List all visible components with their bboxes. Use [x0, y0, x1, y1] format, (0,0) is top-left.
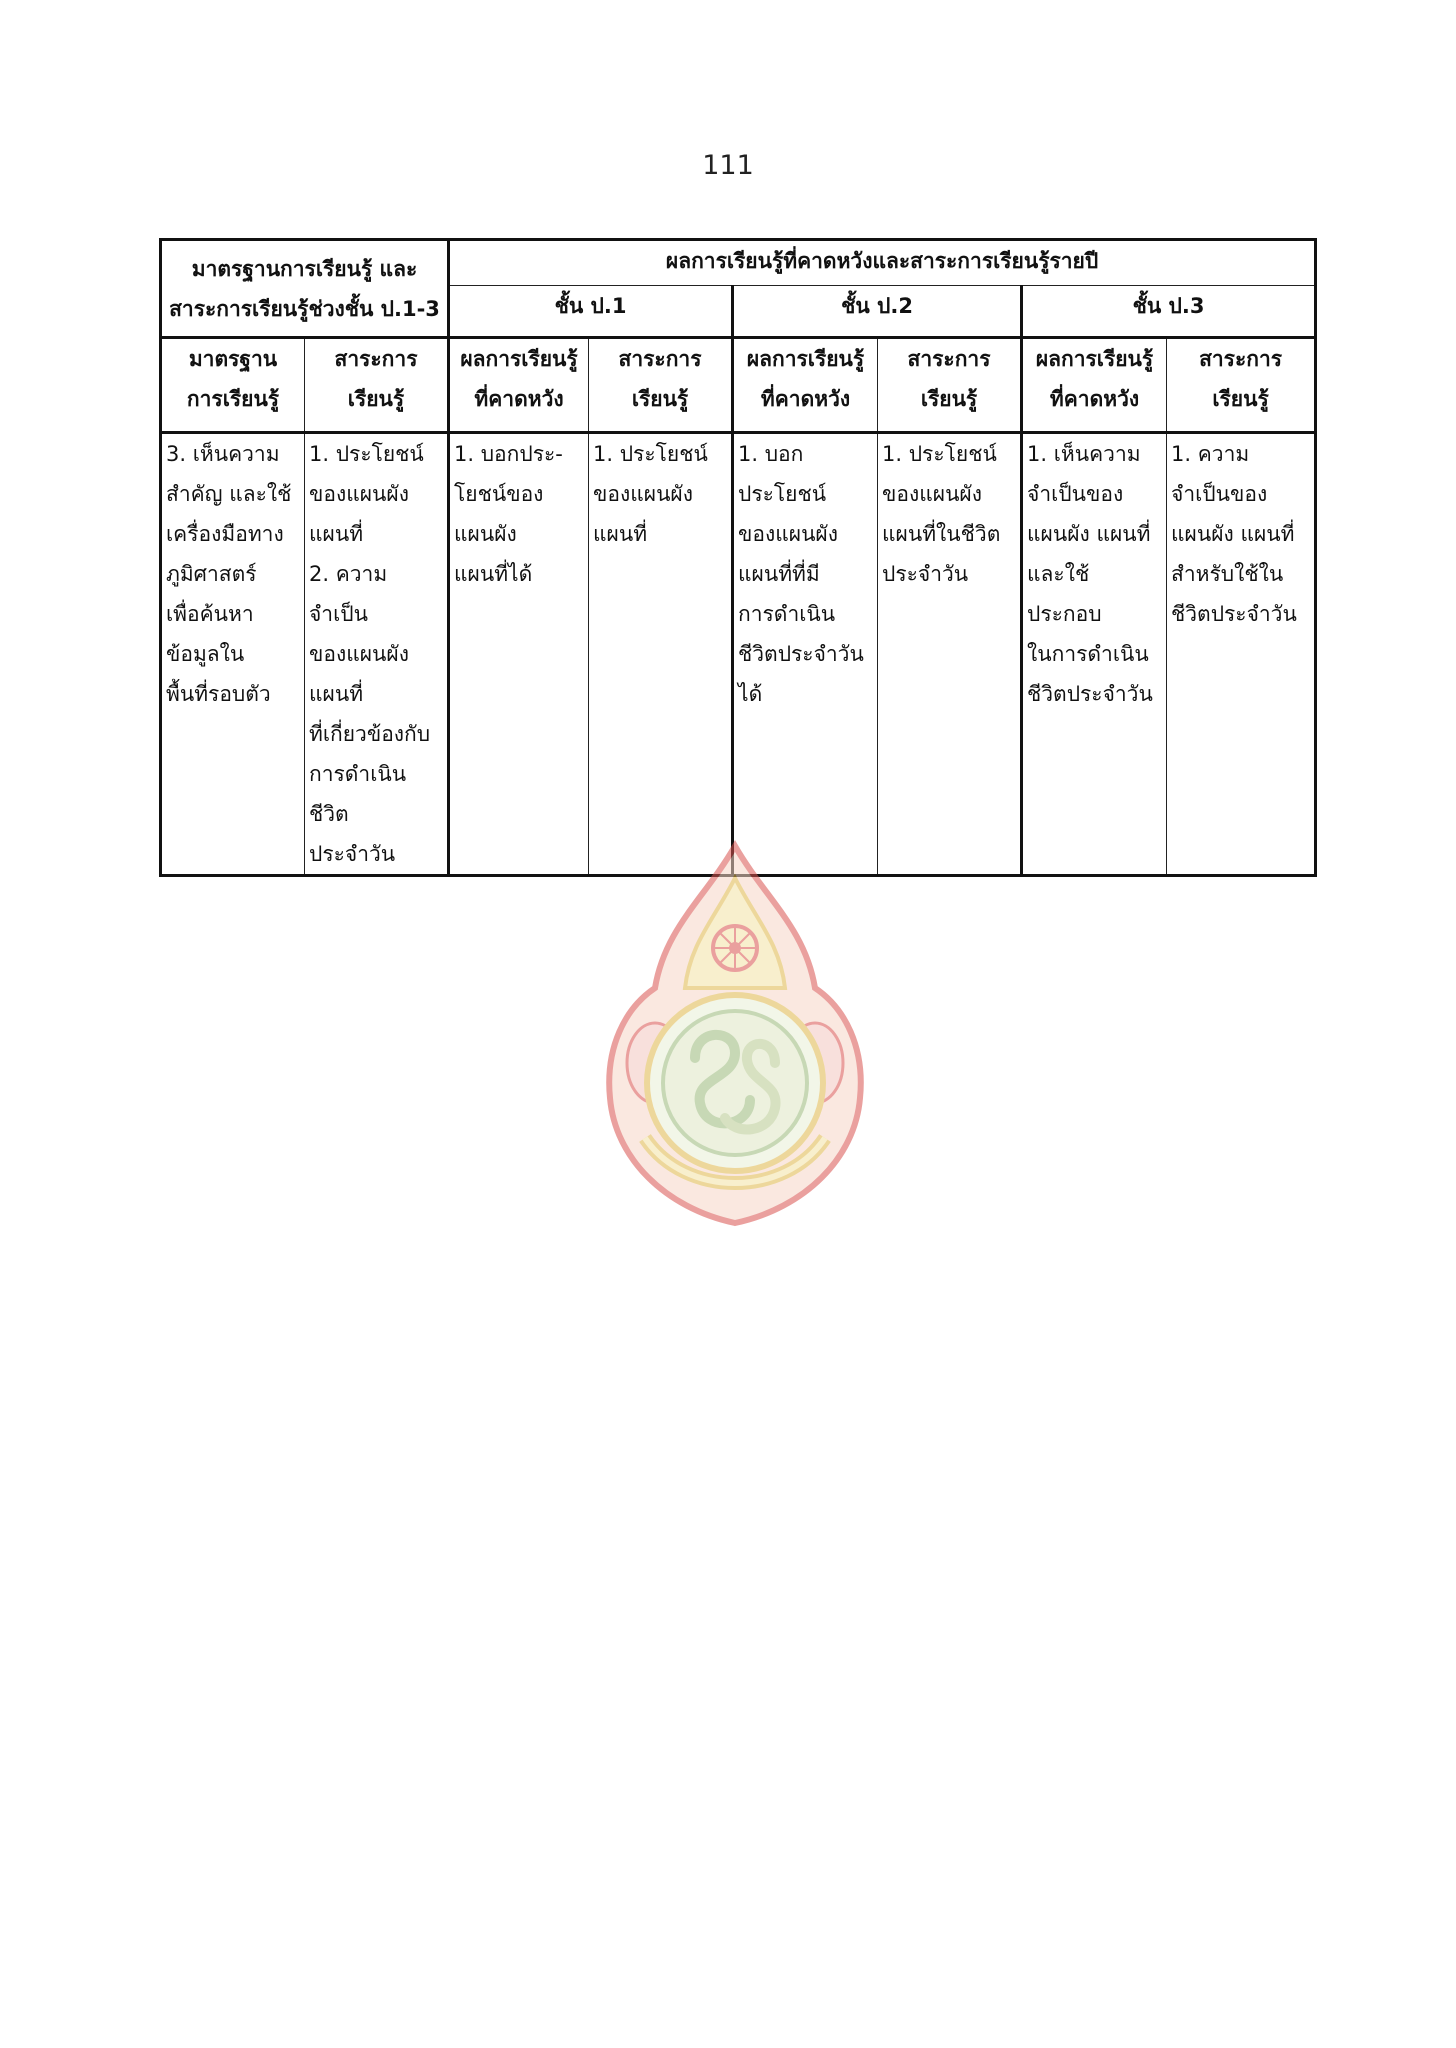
subheader-p2-content	[878, 338, 1022, 433]
header-standards-scope-text: มาตรฐานการเรียนรู้ และ สาระการเรียนรู้ช่วงชั้น ป.1-3	[169, 256, 440, 321]
subheader-p2-outcome-text: ผลการเรียนรู้ ที่คาดหวัง	[746, 347, 865, 411]
body-p1-content-text: 1. ประโยชน์ ของแผนผัง แผนที่	[593, 442, 708, 546]
grade-p2-header	[733, 286, 1022, 338]
subheader-p1-content-text: สาระการ เรียนรู้	[618, 347, 702, 411]
body-standard	[161, 433, 305, 876]
obec-emblem-icon	[585, 838, 885, 1228]
body-p2-content	[878, 433, 1022, 876]
body-p3-content-text: 1. ความ จำเป็นของ แผนผัง แผนที่ สำหรับใช้ใน ชีวิตประจำวัน	[1171, 442, 1297, 626]
page-number: 111	[702, 150, 754, 181]
body-p1-outcome	[449, 433, 589, 876]
body-p3-content	[1167, 433, 1316, 876]
grade-p1-header	[449, 286, 733, 338]
subheader-p2-content-text: สาระการ เรียนรู้	[907, 347, 991, 411]
body-p3-outcome	[1022, 433, 1167, 876]
header-yearly-outcomes-text: ผลการเรียนรู้ที่คาดหวังและสาระการเรียนรู้รายปี	[665, 249, 1099, 273]
subheader-p1-outcome-text: ผลการเรียนรู้ ที่คาดหวัง	[460, 347, 578, 411]
grade-p3-label: ชั้น ป.3	[1132, 294, 1205, 318]
body-p2-outcome-text: 1. บอก ประโยชน์ ของแผนผัง แผนที่ที่มี การดำเนิน ชีวิตประจำวัน ได้	[738, 442, 864, 706]
subheader-standard-text: มาตรฐาน การเรียนรู้	[186, 347, 280, 411]
subheader-p3-content	[1167, 338, 1316, 433]
subheader-p1-content	[589, 338, 733, 433]
subheader-p3-content-text: สาระการ เรียนรู้	[1199, 347, 1283, 411]
subheader-standard	[161, 338, 305, 433]
subheader-p3-outcome	[1022, 338, 1167, 433]
header-standards-scope	[161, 240, 449, 338]
subheader-p3-outcome-text: ผลการเรียนรู้ ที่คาดหวัง	[1035, 347, 1154, 411]
body-p3-outcome-text: 1. เห็นความ จำเป็นของ แผนผัง แผนที่ และใช้ ประกอบ ในการดำเนิน ชีวิตประจำวัน	[1027, 442, 1153, 706]
curriculum-table	[159, 238, 1317, 877]
body-p1-content	[589, 433, 733, 876]
watermark-emblem-svg	[585, 838, 885, 1228]
grade-p2-label: ชั้น ป.2	[841, 294, 913, 318]
subheader-content-text: สาระการ เรียนรู้	[334, 347, 418, 411]
subheader-content	[305, 338, 449, 433]
subheader-p2-outcome	[733, 338, 878, 433]
subheader-p1-outcome	[449, 338, 589, 433]
header-yearly-outcomes	[449, 240, 1316, 286]
body-standard-text: 3. เห็นความ สำคัญ และใช้ เครื่องมือทาง ภูมิศาสตร์ เพื่อค้นหา ข้อมูลใน พื้นที่รอบตัว	[166, 442, 292, 706]
body-p2-content-text: 1. ประโยชน์ ของแผนผัง แผนที่ในชีวิต ประจำวัน	[882, 442, 1001, 586]
grade-p3-header	[1022, 286, 1316, 338]
body-content	[305, 433, 449, 876]
body-p2-outcome	[733, 433, 878, 876]
body-p1-outcome-text: 1. บอกประ- โยชน์ของ แผนผัง แผนที่ได้	[454, 442, 563, 586]
grade-p1-label: ชั้น ป.1	[554, 294, 627, 318]
body-content-text: 1. ประโยชน์ ของแผนผัง แผนที่ 2. ความจำเป็น ของแผนผัง แผนที่ ที่เกี่ยวข้องกับ การดำเนินชีวิต ประจำวัน	[309, 442, 431, 866]
